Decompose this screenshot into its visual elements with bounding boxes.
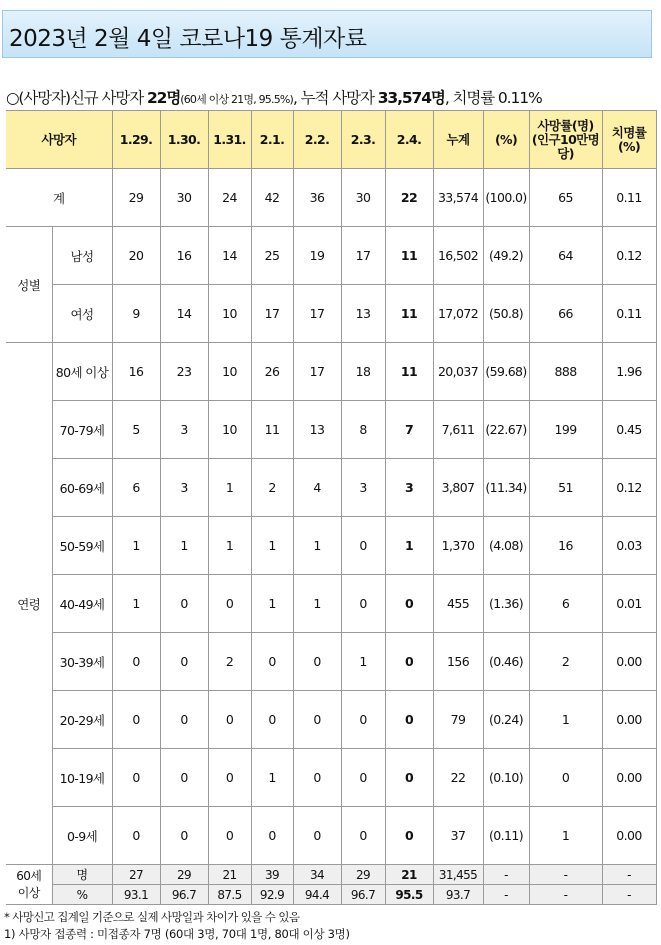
cell: 21 <box>208 865 251 885</box>
row-label: 40-49세 <box>52 575 112 633</box>
footnote-1: * 사망신고 집계일 기준으로 실제 사망일과 차이가 있을 수 있음 <box>4 910 300 924</box>
cell-today: 11 <box>385 343 433 401</box>
cell: 1 <box>529 807 602 865</box>
summary-line <box>6 86 542 108</box>
cell: 1 <box>341 633 385 691</box>
cell: 51 <box>529 459 602 517</box>
cell: 10 <box>208 285 251 343</box>
cell: 17 <box>293 343 341 401</box>
cell: 20,037 <box>433 343 483 401</box>
cell: 1.96 <box>602 343 656 401</box>
cell: 1 <box>293 517 341 575</box>
cell: 0 <box>160 749 208 807</box>
age-row <box>6 749 656 807</box>
cell: 31,455 <box>433 865 483 885</box>
cell: 26 <box>251 343 293 401</box>
cell: 16 <box>160 227 208 285</box>
cell: 3 <box>341 459 385 517</box>
cell: 0 <box>341 575 385 633</box>
cell: 3,807 <box>433 459 483 517</box>
cell: 14 <box>208 227 251 285</box>
summary-detail: (60세 이상 21명, 95.5%) <box>180 93 294 106</box>
cell: 8 <box>341 401 385 459</box>
cell: 0 <box>293 691 341 749</box>
cell: 455 <box>433 575 483 633</box>
cell: 0 <box>341 807 385 865</box>
cell: 9 <box>112 285 160 343</box>
over60-label-l1: 60세 <box>16 868 42 883</box>
cell: 10 <box>208 343 251 401</box>
age-row <box>6 575 656 633</box>
cell: 0 <box>251 633 293 691</box>
cell: 11 <box>251 401 293 459</box>
header-mortality-l1: 사망률(명) <box>537 117 594 133</box>
cell: 93.1 <box>112 885 160 905</box>
unit-count: 명 <box>52 865 112 885</box>
group-label-sex: 성별 <box>6 227 52 343</box>
cell: 42 <box>251 169 293 227</box>
cell: 2 <box>529 633 602 691</box>
summary-cumulative-label: , 누적 사망자 <box>293 89 378 107</box>
cell: 39 <box>251 865 293 885</box>
cell: 16 <box>529 517 602 575</box>
cell: 36 <box>293 169 341 227</box>
cell: (0.10) <box>483 749 529 807</box>
cell: 1 <box>112 575 160 633</box>
cell: 0.00 <box>602 749 656 807</box>
cell: 17,072 <box>433 285 483 343</box>
cell: 1 <box>293 575 341 633</box>
cell: 96.7 <box>160 885 208 905</box>
cell: 1 <box>251 575 293 633</box>
cell: 156 <box>433 633 483 691</box>
cell: 1 <box>251 749 293 807</box>
cell: 0 <box>341 517 385 575</box>
summary-new-deaths: 22명 <box>146 89 181 107</box>
cell: 1 <box>208 459 251 517</box>
summary-cumulative: 33,574명 <box>377 89 445 107</box>
cell: - <box>483 865 529 885</box>
cell-today: 0 <box>385 749 433 807</box>
cell: (50.8) <box>483 285 529 343</box>
header-date-5: 2.2. <box>293 111 341 169</box>
cell: 0 <box>208 749 251 807</box>
header-cfr-l1: 치명률 <box>611 124 647 140</box>
cell: 0.12 <box>602 227 656 285</box>
age-row <box>6 807 656 865</box>
row-label: 60-69세 <box>52 459 112 517</box>
cell: 0.00 <box>602 691 656 749</box>
row-label: 30-39세 <box>52 633 112 691</box>
row-label: 10-19세 <box>52 749 112 807</box>
cell: 18 <box>341 343 385 401</box>
cell: 5 <box>112 401 160 459</box>
cell: (1.36) <box>483 575 529 633</box>
header-row <box>6 111 656 169</box>
cell: 0 <box>160 691 208 749</box>
cell-today: 0 <box>385 807 433 865</box>
cell: 33,574 <box>433 169 483 227</box>
age-row <box>6 517 656 575</box>
cell: 0 <box>160 575 208 633</box>
header-date-2: 1.30. <box>160 111 208 169</box>
cell: 25 <box>251 227 293 285</box>
cell: 29 <box>341 865 385 885</box>
cell: 0 <box>112 807 160 865</box>
cell: 23 <box>160 343 208 401</box>
cell: 1 <box>251 517 293 575</box>
cell-today: 11 <box>385 285 433 343</box>
title-bar <box>2 10 652 58</box>
cell: 30 <box>160 169 208 227</box>
cell-today: 21 <box>385 865 433 885</box>
cell: 94.4 <box>293 885 341 905</box>
age-row <box>6 691 656 749</box>
cell: 0 <box>160 633 208 691</box>
cell: 3 <box>160 401 208 459</box>
over60-label <box>6 865 52 905</box>
sex-row <box>6 285 656 343</box>
cell: 79 <box>433 691 483 749</box>
cell: 7,611 <box>433 401 483 459</box>
cell: 24 <box>208 169 251 227</box>
cell: 65 <box>529 169 602 227</box>
cell: 199 <box>529 401 602 459</box>
cell: 0 <box>208 807 251 865</box>
cell: - <box>602 865 656 885</box>
cell: 93.7 <box>433 885 483 905</box>
over60-label-l2: 이상 <box>17 885 40 900</box>
cell: - <box>483 885 529 905</box>
cell: 16 <box>112 343 160 401</box>
footnote-2: 1) 사망자 접종력 : 미접종자 7명 (60대 3명, 70대 1명, 80대 이상 3명) <box>4 927 350 941</box>
cell: (22.67) <box>483 401 529 459</box>
cell: 888 <box>529 343 602 401</box>
death-stats-table <box>6 110 657 905</box>
cell: 1,370 <box>433 517 483 575</box>
cell: 37 <box>433 807 483 865</box>
cell: 0 <box>293 633 341 691</box>
cell: 3 <box>160 459 208 517</box>
cell: 1 <box>208 517 251 575</box>
header-mortality-l2: (인구10만명 <box>531 131 600 147</box>
cell-today: 0 <box>385 575 433 633</box>
cell: 2 <box>208 633 251 691</box>
cell: 30 <box>341 169 385 227</box>
over60-pct-row <box>6 885 656 905</box>
age-row <box>6 343 656 401</box>
header-deaths: 사망자 <box>6 111 112 169</box>
cell: 92.9 <box>251 885 293 905</box>
cell: 14 <box>160 285 208 343</box>
cell: 27 <box>112 865 160 885</box>
cell-today: 95.5 <box>385 885 433 905</box>
header-date-7: 2.4. <box>385 111 433 169</box>
cell-today: 3 <box>385 459 433 517</box>
header-date-3: 1.31. <box>208 111 251 169</box>
cell: 0 <box>112 633 160 691</box>
cell: 17 <box>293 285 341 343</box>
cell: 1 <box>112 517 160 575</box>
cell: 17 <box>251 285 293 343</box>
cell: 17 <box>341 227 385 285</box>
cell: 64 <box>529 227 602 285</box>
cell: (11.34) <box>483 459 529 517</box>
header-cfr <box>602 111 656 169</box>
cell: 0.11 <box>602 169 656 227</box>
summary-prefix: ○(사망자)신규 사망자 <box>6 89 147 107</box>
header-date-6: 2.3. <box>341 111 385 169</box>
row-label: 계 <box>6 169 112 227</box>
over60-count-row <box>6 865 656 885</box>
row-label: 20-29세 <box>52 691 112 749</box>
cell: (4.08) <box>483 517 529 575</box>
cell: (0.11) <box>483 807 529 865</box>
cell: 0.01 <box>602 575 656 633</box>
cell: 0.00 <box>602 633 656 691</box>
group-label-age: 연령 <box>6 343 52 865</box>
cell-today: 0 <box>385 633 433 691</box>
cell: 34 <box>293 865 341 885</box>
page-title: 2023년 2월 4일 코로나19 통계자료 <box>9 26 367 52</box>
cell: 2 <box>251 459 293 517</box>
header-mortality-l3: 당) <box>557 145 574 161</box>
cell: 13 <box>293 401 341 459</box>
row-label: 남성 <box>52 227 112 285</box>
cell: 0.12 <box>602 459 656 517</box>
cell: 16,502 <box>433 227 483 285</box>
cell: 0 <box>341 691 385 749</box>
age-row <box>6 459 656 517</box>
cell: 19 <box>293 227 341 285</box>
row-label: 80세 이상 <box>52 343 112 401</box>
header-cumulative: 누계 <box>433 111 483 169</box>
sex-row <box>6 227 656 285</box>
cell-today: 7 <box>385 401 433 459</box>
cell: 0 <box>529 749 602 807</box>
unit-percent: % <box>52 885 112 905</box>
cell: 0 <box>251 691 293 749</box>
header-date-1: 1.29. <box>112 111 160 169</box>
header-mortality <box>529 111 602 169</box>
cell: (0.24) <box>483 691 529 749</box>
cell: 0 <box>112 691 160 749</box>
header-date-4: 2.1. <box>251 111 293 169</box>
cell: 0.03 <box>602 517 656 575</box>
cell-today: 0 <box>385 691 433 749</box>
cell: 4 <box>293 459 341 517</box>
cell: 0.00 <box>602 807 656 865</box>
cell: 22 <box>433 749 483 807</box>
cell-today: 11 <box>385 227 433 285</box>
cell: 1 <box>529 691 602 749</box>
cell: 0 <box>208 691 251 749</box>
header-cfr-l2: (%) <box>617 138 641 154</box>
cell: 66 <box>529 285 602 343</box>
cell: 0 <box>293 749 341 807</box>
header-percent: (%) <box>483 111 529 169</box>
cell: 6 <box>529 575 602 633</box>
total-row <box>6 169 656 227</box>
cell: - <box>529 865 602 885</box>
cell: 0 <box>251 807 293 865</box>
row-label: 70-79세 <box>52 401 112 459</box>
cell: 0 <box>293 807 341 865</box>
cell: 1 <box>160 517 208 575</box>
cell-today: 22 <box>385 169 433 227</box>
cell: 0 <box>112 749 160 807</box>
cell: 20 <box>112 227 160 285</box>
summary-fatality: , 치명률 0.11% <box>444 89 542 107</box>
cell: 13 <box>341 285 385 343</box>
cell: 0.11 <box>602 285 656 343</box>
cell: (59.68) <box>483 343 529 401</box>
cell: 29 <box>112 169 160 227</box>
cell: - <box>602 885 656 905</box>
row-label: 50-59세 <box>52 517 112 575</box>
cell: (100.0) <box>483 169 529 227</box>
cell: 0 <box>160 807 208 865</box>
cell: 0.45 <box>602 401 656 459</box>
row-label: 0-9세 <box>52 807 112 865</box>
cell: 6 <box>112 459 160 517</box>
cell: 29 <box>160 865 208 885</box>
cell: - <box>529 885 602 905</box>
age-row <box>6 633 656 691</box>
cell: (0.46) <box>483 633 529 691</box>
row-label: 여성 <box>52 285 112 343</box>
cell: (49.2) <box>483 227 529 285</box>
age-row <box>6 401 656 459</box>
cell-today: 1 <box>385 517 433 575</box>
cell: 0 <box>341 749 385 807</box>
cell: 96.7 <box>341 885 385 905</box>
cell: 0 <box>208 575 251 633</box>
cell: 10 <box>208 401 251 459</box>
cell: 87.5 <box>208 885 251 905</box>
